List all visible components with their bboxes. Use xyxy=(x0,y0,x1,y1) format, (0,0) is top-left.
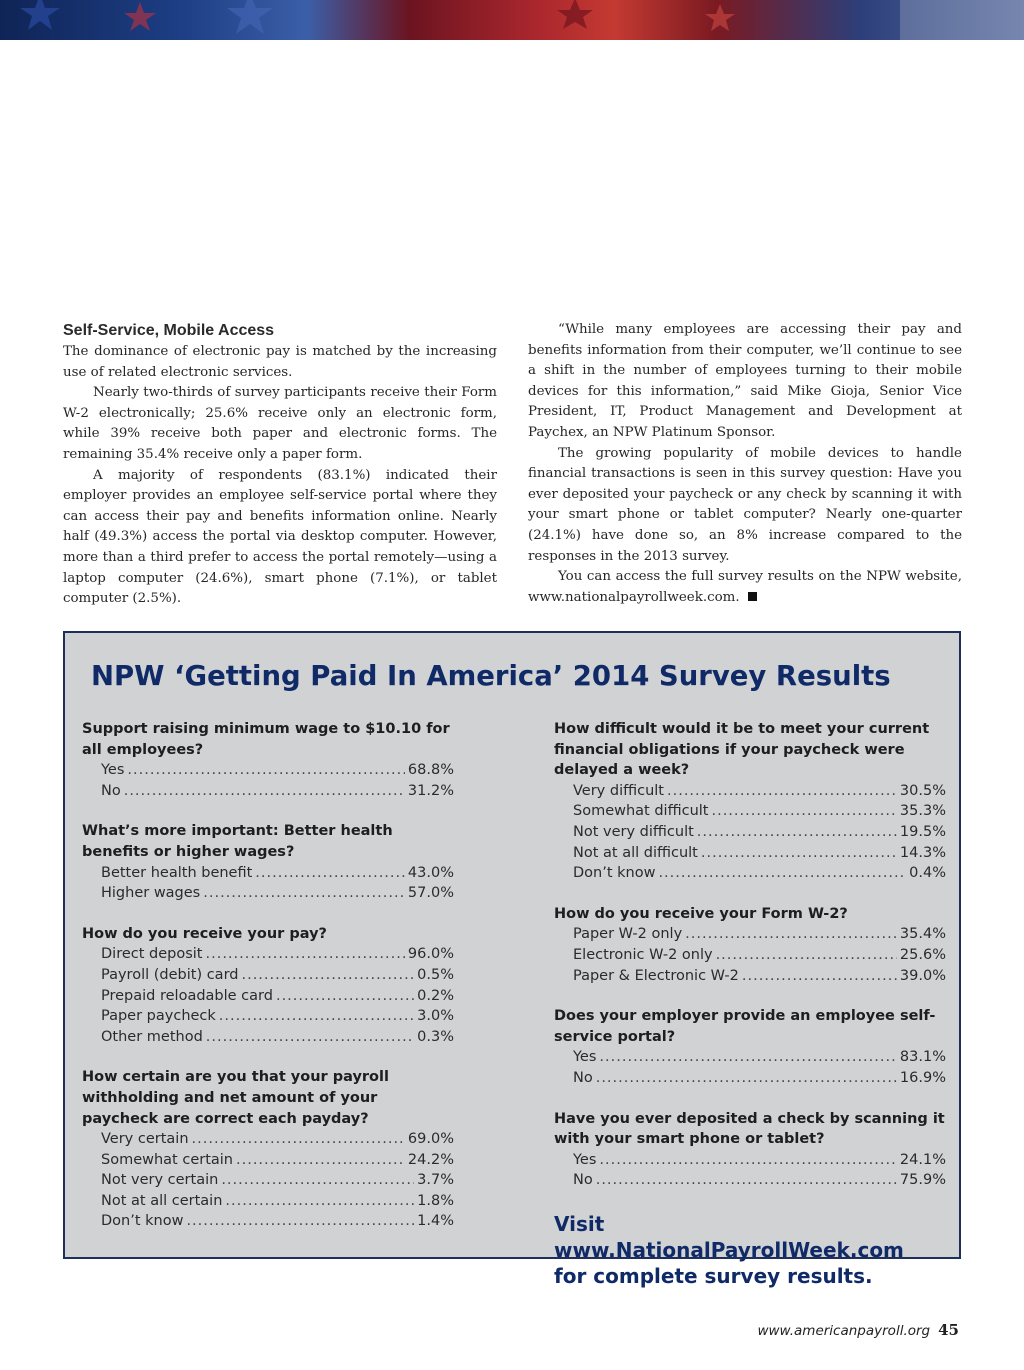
dot-leader xyxy=(219,1006,414,1027)
answer-label: Yes xyxy=(573,1151,597,1168)
dot-leader xyxy=(127,760,405,781)
dot-leader xyxy=(276,986,414,1007)
end-of-article-mark xyxy=(748,592,757,601)
answer-row xyxy=(82,1150,454,1171)
survey-question xyxy=(554,719,946,884)
dot-leader xyxy=(685,924,897,945)
answer-percentage: 96.0% xyxy=(407,946,454,963)
answer-label: Not very certain xyxy=(101,1172,219,1189)
answer-label: No xyxy=(101,782,121,799)
answer-row xyxy=(82,883,454,904)
cta-line: for complete survey results. xyxy=(554,1263,873,1288)
answer-percentage: 35.4% xyxy=(899,926,946,943)
survey-question xyxy=(82,719,454,801)
dot-leader xyxy=(241,965,414,986)
question-text: Have you ever deposited a check by scanning it with your smart phone or tablet? xyxy=(554,1110,945,1148)
dot-leader xyxy=(225,1191,414,1212)
question-text: How do you receive your pay? xyxy=(82,925,327,942)
paragraph: A majority of respondents (83.1%) indicated their employer provides an employee self-service portal where they can access their pay and benefits information online. Nearly half (49.3%) access the portal via desktop computer. However, more than a third prefer to access the portal remotely—using a laptop computer (24.6%), smart phone (7.1%), or tablet computer (2.5%). xyxy=(63,467,497,607)
flag-stars-graphic xyxy=(0,0,1024,40)
answer-percentage: 1.8% xyxy=(417,1192,454,1209)
paragraph: The dominance of electronic pay is matched by the increasing use of related electronic services. xyxy=(63,344,497,380)
answer-row xyxy=(82,781,454,802)
page-number: 45 xyxy=(938,1321,959,1339)
answer-percentage: 31.2% xyxy=(407,782,454,799)
survey-question xyxy=(82,1067,454,1232)
answer-percentage: 16.9% xyxy=(899,1069,946,1086)
answer-row xyxy=(554,801,946,822)
answer-row xyxy=(554,781,946,802)
answer-label: Very difficult xyxy=(573,782,664,799)
answer-row xyxy=(554,1068,946,1089)
dot-leader xyxy=(206,944,405,965)
answer-row xyxy=(82,1191,454,1212)
answer-row xyxy=(82,1170,454,1191)
answer-percentage: 3.7% xyxy=(417,1172,454,1189)
dot-leader xyxy=(203,883,405,904)
article-left-column xyxy=(63,320,497,610)
answer-row xyxy=(82,1211,454,1232)
header-banner-image xyxy=(0,0,1024,40)
survey-question xyxy=(554,904,946,986)
answer-row xyxy=(554,1047,946,1068)
answer-label: Direct deposit xyxy=(101,946,203,963)
section-heading: Self-Service, Mobile Access xyxy=(63,322,275,339)
answer-percentage: 83.1% xyxy=(899,1049,946,1066)
answer-row xyxy=(554,1150,946,1171)
answer-row xyxy=(82,986,454,1007)
dot-leader xyxy=(599,1150,897,1171)
answer-percentage: 75.9% xyxy=(899,1172,946,1189)
answer-row xyxy=(82,863,454,884)
dot-leader xyxy=(124,781,405,802)
answer-percentage: 0.4% xyxy=(909,865,946,882)
answer-label: Electronic W-2 only xyxy=(573,946,713,963)
dot-leader xyxy=(206,1027,414,1048)
answer-percentage: 1.4% xyxy=(417,1213,454,1230)
survey-question xyxy=(82,924,454,1048)
footer-url: www.americanpayroll.org xyxy=(757,1323,931,1339)
answer-label: No xyxy=(573,1172,593,1189)
answer-label: Yes xyxy=(573,1049,597,1066)
answer-row xyxy=(554,966,946,987)
answer-row xyxy=(554,1170,946,1191)
dot-leader xyxy=(221,1170,414,1191)
answer-row xyxy=(82,965,454,986)
dot-leader xyxy=(596,1068,897,1089)
answer-percentage: 57.0% xyxy=(407,885,454,902)
answer-percentage: 24.2% xyxy=(407,1151,454,1168)
question-text: How do you receive your Form W-2? xyxy=(554,905,848,922)
answer-percentage: 39.0% xyxy=(899,967,946,984)
dot-leader xyxy=(255,863,405,884)
dot-leader xyxy=(192,1129,405,1150)
survey-question xyxy=(554,1109,946,1191)
answer-row xyxy=(554,822,946,843)
dot-leader xyxy=(742,966,897,987)
answer-row xyxy=(82,1027,454,1048)
answer-percentage: 19.5% xyxy=(899,823,946,840)
answer-row xyxy=(82,760,454,781)
answer-label: Higher wages xyxy=(101,885,201,902)
answer-row xyxy=(82,1006,454,1027)
question-text: Support raising minimum wage to $10.10 for all employees? xyxy=(82,721,450,758)
survey-left-column xyxy=(82,719,454,1252)
answer-percentage: 14.3% xyxy=(899,844,946,861)
survey-title: NPW ‘Getting Paid In America’ 2014 Survey Results xyxy=(91,660,891,692)
answer-label: Paper paycheck xyxy=(101,1008,216,1025)
survey-question xyxy=(554,1006,946,1088)
answer-row xyxy=(82,1129,454,1150)
question-text: How difficult would it be to meet your current financial obligations if your paycheck were delayed a week? xyxy=(554,721,930,779)
answer-row xyxy=(554,924,946,945)
answer-label: Somewhat difficult xyxy=(573,803,709,820)
answer-label: Somewhat certain xyxy=(101,1151,233,1168)
answer-percentage: 0.5% xyxy=(417,966,454,983)
answer-percentage: 0.2% xyxy=(417,987,454,1004)
answer-row xyxy=(554,863,946,884)
answer-percentage: 0.3% xyxy=(417,1028,454,1045)
answer-label: Better health benefit xyxy=(101,864,253,881)
paragraph xyxy=(528,567,962,608)
dot-leader xyxy=(697,822,897,843)
survey-question xyxy=(82,821,454,903)
dot-leader xyxy=(599,1047,897,1068)
cta-line: Visit www.NationalPayrollWeek.com xyxy=(554,1211,904,1262)
answer-label: Paper & Electronic W-2 xyxy=(573,967,739,984)
dot-leader xyxy=(236,1150,405,1171)
survey-right-column xyxy=(554,719,946,1289)
answer-label: No xyxy=(573,1069,593,1086)
survey-call-to-action xyxy=(554,1211,946,1289)
answer-label: Don’t know xyxy=(573,865,656,882)
answer-percentage: 24.1% xyxy=(899,1151,946,1168)
dot-leader xyxy=(186,1211,414,1232)
dot-leader xyxy=(716,945,897,966)
answer-label: Not very difficult xyxy=(573,823,694,840)
answer-percentage: 3.0% xyxy=(417,1008,454,1025)
dot-leader xyxy=(711,801,896,822)
question-text: What’s more important: Better health benefits or higher wages? xyxy=(82,823,393,860)
answer-label: Not at all difficult xyxy=(573,844,698,861)
answer-percentage: 30.5% xyxy=(899,782,946,799)
answer-row xyxy=(82,944,454,965)
article-right-column xyxy=(528,320,962,608)
answer-label: Yes xyxy=(101,762,125,779)
answer-label: Very certain xyxy=(101,1131,189,1148)
dot-leader xyxy=(667,781,897,802)
question-text: How certain are you that your payroll withholding and net amount of your paycheck are correct each payday? xyxy=(82,1069,389,1127)
answer-row xyxy=(554,843,946,864)
page-footer xyxy=(757,1320,959,1339)
dot-leader xyxy=(596,1170,897,1191)
answer-label: Other method xyxy=(101,1028,203,1045)
answer-percentage: 69.0% xyxy=(407,1131,454,1148)
paragraph: “While many employees are accessing their pay and benefits information from their computer, we’ll continue to see a shift in the number of employees turning to their mobile devices for this information,” said Mike Gioja, Senior Vice President, IT, Product Management and Development at Paychex, an NPW Platinum Sponsor. xyxy=(528,322,962,440)
answer-percentage: 43.0% xyxy=(407,864,454,881)
dot-leader xyxy=(701,843,897,864)
answer-percentage: 25.6% xyxy=(899,946,946,963)
paragraph-text: You can access the full survey results on the NPW website, www.nationalpayrollweek.com. xyxy=(528,569,962,605)
dot-leader xyxy=(658,863,906,884)
answer-label: Don’t know xyxy=(101,1213,184,1230)
answer-label: Paper W-2 only xyxy=(573,926,683,943)
paragraph: Nearly two-thirds of survey participants receive their Form W-2 electronically; 25.6% receive only an electronic form, while 39% receive both paper and electronic forms. The remaining 35.4% receive only a paper form. xyxy=(63,385,497,462)
answer-label: Payroll (debit) card xyxy=(101,966,239,983)
paragraph: The growing popularity of mobile devices to handle financial transactions is seen in this survey question: Have you ever deposited your paycheck or any check by scanning it with your smart phone or tablet computer? Nearly one-quarter (24.1%) have done so, an 8% increase compared to the responses in the 2013 survey. xyxy=(528,445,962,564)
question-text: Does your employer provide an employee self-service portal? xyxy=(554,1008,936,1045)
answer-label: Prepaid reloadable card xyxy=(101,987,273,1004)
survey-results-box xyxy=(63,631,961,1288)
answer-label: Not at all certain xyxy=(101,1192,223,1209)
answer-row xyxy=(554,945,946,966)
answer-percentage: 68.8% xyxy=(407,762,454,779)
answer-percentage: 35.3% xyxy=(899,803,946,820)
